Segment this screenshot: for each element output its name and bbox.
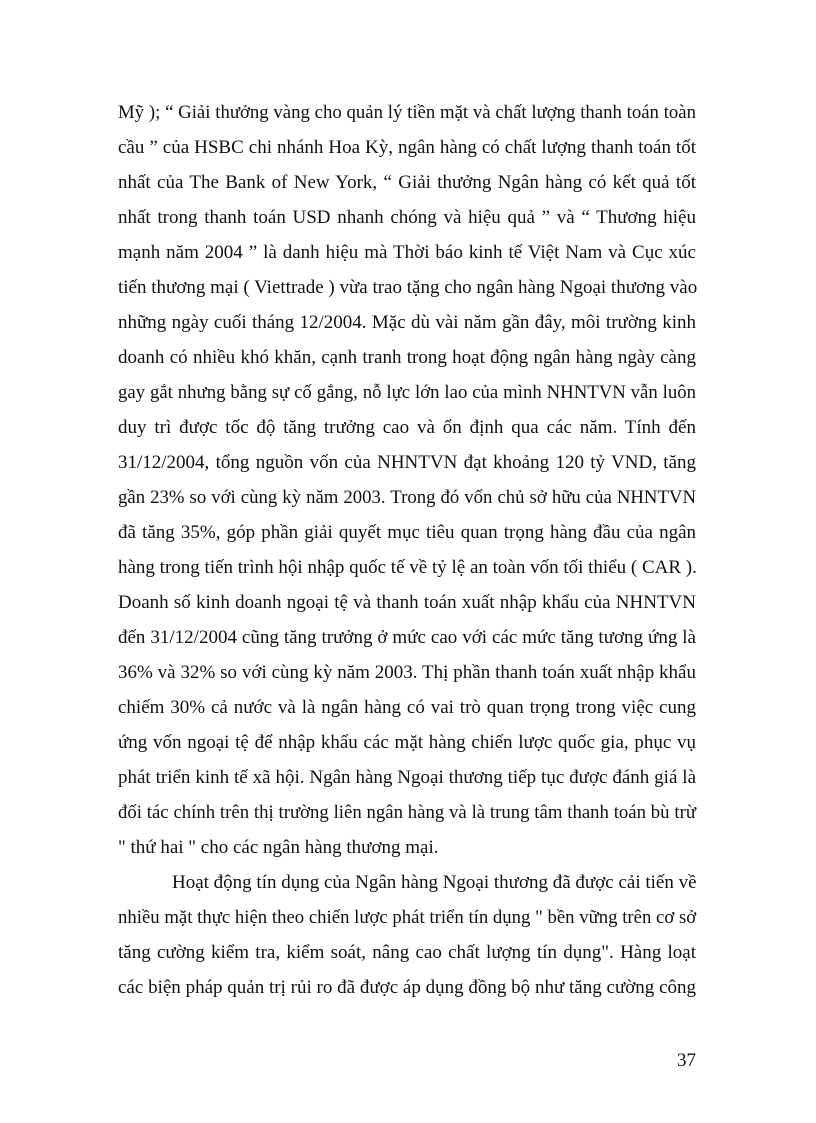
paragraph-1-line-12: gần 23% so với cùng kỳ năm 2003. Trong đó vốn chủ sở hữu của NHNTVN xyxy=(118,487,696,508)
paragraph-1-line-15: Doanh số kinh doanh ngoại tệ và thanh toán xuất nhập khẩu của NHNTVN xyxy=(118,592,696,613)
paragraph-1-line-5: mạnh năm 2004 ” là danh hiệu mà Thời báo kinh tế Việt Nam và Cục xúc xyxy=(118,242,696,263)
paragraph-1-line-19: ứng vốn ngoại tệ để nhập khẩu các mặt hàng chiến lược quốc gia, phục vụ xyxy=(118,732,696,753)
paragraph-1-line-18: chiếm 30% cả nước và là ngân hàng có vai trò quan trọng trong việc cung xyxy=(118,697,696,718)
paragraph-1-line-16: đến 31/12/2004 cũng tăng trưởng ở mức cao với các mức tăng tương ứng là xyxy=(118,627,696,648)
paragraph-1-line-22: " thứ hai " cho các ngân hàng thương mại. xyxy=(118,837,439,858)
paragraph-1-line-17: 36% và 32% so với cùng kỳ năm 2003. Thị phần thanh toán xuất nhập khẩu xyxy=(118,662,696,683)
paragraph-1-line-10: duy trì được tốc độ tăng trưởng cao và ổn định qua các năm. Tính đến xyxy=(118,417,696,438)
paragraph-1-line-6: tiến thương mại ( Viettrade ) vừa trao tặng cho ngân hàng Ngoại thương vào xyxy=(118,277,698,298)
paragraph-1-line-14: hàng trong tiến trình hội nhập quốc tế về tỷ lệ an toàn vốn tối thiểu ( CAR ). xyxy=(118,557,697,578)
paragraph-1-line-20: phát triển kinh tế xã hội. Ngân hàng Ngoại thương tiếp tục được đánh giá là xyxy=(118,767,696,788)
paragraph-2-line-2: nhiều mặt thực hiện theo chiến lược phát triển tín dụng " bền vững trên cơ sở xyxy=(118,907,697,928)
paragraph-1-line-4: nhất trong thanh toán USD nhanh chóng và hiệu quả ” và “ Thương hiệu xyxy=(118,207,696,228)
paragraph-1-line-7: những ngày cuối tháng 12/2004. Mặc dù vài năm gần đây, môi trường kinh xyxy=(118,312,696,333)
paragraph-1-line-1: Mỹ ); “ Giải thưởng vàng cho quản lý tiền mặt và chất lượng thanh toán toàn xyxy=(118,102,696,123)
paragraph-1-line-8: doanh có nhiều khó khăn, cạnh tranh trong hoạt động ngân hàng ngày càng xyxy=(118,347,696,368)
page-number: 37 xyxy=(677,1050,696,1071)
paragraph-2-line-1: Hoạt động tín dụng của Ngân hàng Ngoại thương đã được cải tiến về xyxy=(172,872,697,893)
paragraph-1-line-9: gay gắt nhưng bằng sự cố gắng, nỗ lực lớn lao của mình NHNTVN vẫn luôn xyxy=(118,382,696,403)
paragraph-1-line-13: đã tăng 35%, góp phần giải quyết mục tiêu quan trọng hàng đầu của ngân xyxy=(118,522,696,543)
paragraph-2-line-3: tăng cường kiểm tra, kiểm soát, nâng cao chất lượng tín dụng". Hàng loạt xyxy=(118,942,696,963)
paragraph-2-line-4: các biện pháp quản trị rủi ro đã được áp dụng đồng bộ như tăng cường công xyxy=(118,977,696,998)
paragraph-1-line-3: nhất của The Bank of New York, “ Giải thưởng Ngân hàng có kết quả tốt xyxy=(118,172,696,193)
paragraph-1-line-2: cầu ” của HSBC chi nhánh Hoa Kỳ, ngân hàng có chất lượng thanh toán tốt xyxy=(118,137,696,158)
paragraph-1-line-11: 31/12/2004, tổng nguồn vốn của NHNTVN đạt khoảng 120 tỷ VND, tăng xyxy=(118,452,696,473)
paragraph-1-line-21: đối tác chính trên thị trường liên ngân hàng và là trung tâm thanh toán bù trừ xyxy=(118,802,696,823)
